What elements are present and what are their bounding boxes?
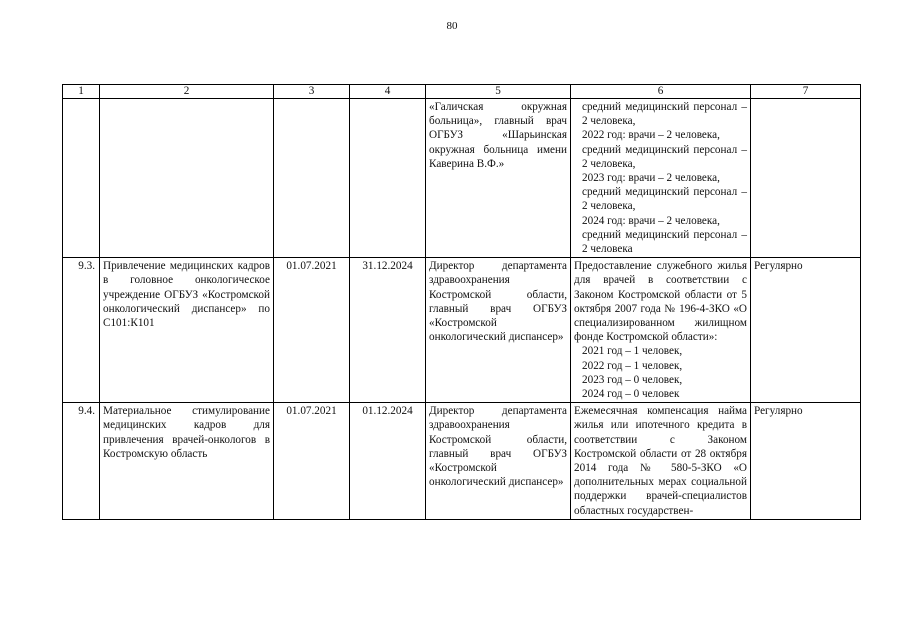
row-number bbox=[63, 99, 100, 258]
responsible-cell bbox=[426, 258, 571, 403]
result-line: Ежемесячная компенсация найма жилья или ипотечного кредита в соответствии с Законом Костромской области от 28 октября 2014 года № 580-5-ЗКО «О дополнительных мерах социальной поддержки врачей-специалистов областных государствен- bbox=[574, 405, 747, 517]
table-row bbox=[63, 403, 861, 520]
start-date-cell bbox=[274, 99, 350, 258]
result-cell bbox=[571, 258, 751, 403]
frequency-cell: Регулярно bbox=[751, 403, 861, 520]
responsible-cell bbox=[426, 403, 571, 520]
table-row bbox=[63, 99, 861, 258]
header-col-2: 2 bbox=[100, 85, 274, 99]
page-number: 80 bbox=[446, 20, 458, 32]
responsible-text: Директор департамента здравоохранения Костромской области, главный врач ОГБУЗ «Костромской онкологический диспансер» bbox=[429, 260, 567, 344]
header-col-6: 6 bbox=[571, 85, 751, 99]
result-line: Предоставление служебного жилья для врачей в соответствии с Законом Костромской области от 5 октября 2007 года № 196-4-ЗКО «О специализированном жилищном фонде Костромской области»: bbox=[574, 260, 747, 344]
header-col-1: 1 bbox=[63, 85, 100, 99]
frequency-cell: Регулярно bbox=[751, 258, 861, 403]
measure-cell bbox=[100, 99, 274, 258]
start-date-cell: 01.07.2021 bbox=[274, 403, 350, 520]
end-date-cell: 31.12.2024 bbox=[350, 258, 426, 403]
result-line: средний медицинский персонал – 2 человека, bbox=[582, 186, 747, 213]
header-col-3: 3 bbox=[274, 85, 350, 99]
measure-cell: Материальное стимулирование медицинских кадров для привлечения врачей-онкологов в Костромскую область bbox=[100, 403, 274, 520]
measure-cell: Привлечение медицинских кадров в головное онкологическое учреждение ОГБУЗ «Костромской онкологический диспансер» по С101:К101 bbox=[100, 258, 274, 403]
header-col-4: 4 bbox=[350, 85, 426, 99]
responsible-text: Директор департамента здравоохранения Костромской области, главный врач ОГБУЗ «Костромской онкологический диспансер» bbox=[429, 405, 567, 489]
result-line: средний медицинский персонал – 2 человека bbox=[582, 228, 747, 256]
result-line: 2024 год – 0 человек bbox=[582, 388, 680, 401]
row-number: 9.4. bbox=[63, 403, 100, 520]
result-line: 2022 год: врачи – 2 человека, bbox=[582, 129, 720, 142]
frequency-cell bbox=[751, 99, 861, 258]
responsible-text: «Галичская окружная больница», главный врач ОГБУЗ «Шарьинская окружная больница имени Каверина В.Ф.» bbox=[429, 101, 567, 170]
result-cell bbox=[571, 99, 751, 258]
result-line: 2023 год – 0 человек, bbox=[582, 373, 683, 386]
result-line: 2021 год – 1 человек, bbox=[582, 345, 683, 358]
result-line: средний медицинский персонал – 2 человека, bbox=[582, 143, 747, 170]
result-cell bbox=[571, 403, 751, 520]
result-line: 2024 год: врачи – 2 человека, bbox=[582, 214, 720, 227]
end-date-cell bbox=[350, 99, 426, 258]
table-row bbox=[63, 258, 861, 403]
measures-table bbox=[62, 84, 861, 520]
result-line: 2022 год – 1 человек, bbox=[582, 359, 683, 372]
start-date-cell: 01.07.2021 bbox=[274, 258, 350, 403]
responsible-cell bbox=[426, 99, 571, 258]
result-line: 2023 год: врачи – 2 человека, bbox=[582, 172, 720, 185]
row-number: 9.3. bbox=[63, 258, 100, 403]
end-date-cell: 01.12.2024 bbox=[350, 403, 426, 520]
result-line: средний медицинский персонал – 2 человека, bbox=[582, 101, 747, 128]
header-col-7: 7 bbox=[751, 85, 861, 99]
header-col-5: 5 bbox=[426, 85, 571, 99]
header-row bbox=[63, 85, 861, 99]
